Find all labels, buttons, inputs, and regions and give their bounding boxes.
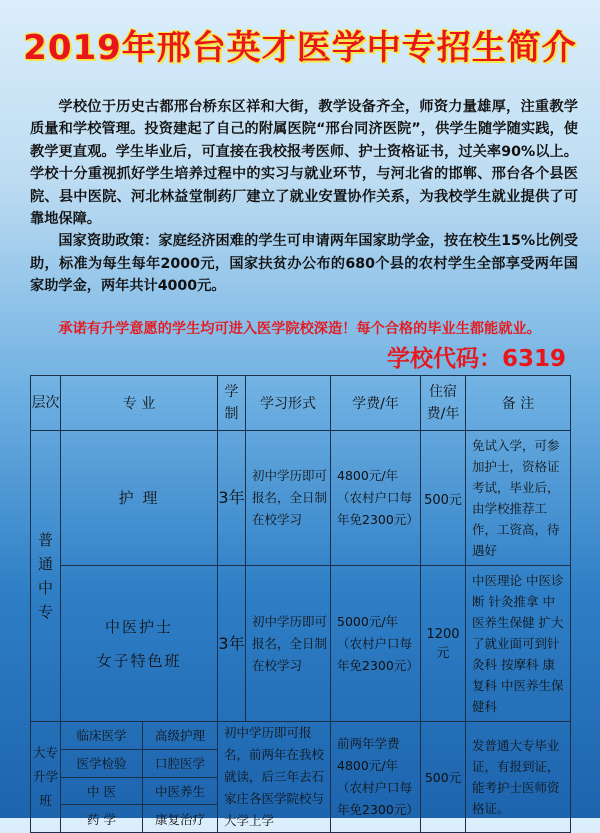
promise-text: 承诺有升学意愿的学生均可进入医学院校深造！每个合格的毕业生都能就业。 xyxy=(58,321,541,337)
tuition-nursing: 4800元/年（农村户口每年免2300元） xyxy=(331,431,421,566)
study-nursing: 初中学历即可报名，全日制在校学习 xyxy=(246,431,331,566)
major-tcm-health: 中医养生 xyxy=(143,777,218,805)
school-code: 学校代码：6319 xyxy=(386,346,566,372)
years-nursing: 3年 xyxy=(218,431,246,566)
header-tuition: 学费/年 xyxy=(331,376,421,431)
level-vocational: 普通中专 xyxy=(31,431,61,722)
tuition-tcm-nurse: 5000元/年（农村户口每年免2300元） xyxy=(331,566,421,722)
remark-tcm-nurse: 中医理论 中医诊断 针灸推拿 中医养生保健 扩大了就业面可到针灸科 按摩科 康复科 中医养生保健科 xyxy=(466,566,571,722)
major-rehab: 康复治疗 xyxy=(143,805,218,833)
header-major: 专 业 xyxy=(61,376,218,431)
major-lab: 医学检验 xyxy=(61,749,143,777)
major-clinical: 临床医学 xyxy=(61,722,143,750)
study-college: 初中学历即可报名，前两年在我校就读，后三年去石家庄各医学院校与大学上学 xyxy=(218,722,331,833)
table-row xyxy=(31,431,571,566)
major-tcm-nurse-line1: 中医护士 xyxy=(105,617,174,636)
years-tcm-nurse: 3年 xyxy=(218,566,246,722)
header-years: 学制 xyxy=(218,376,246,431)
header-study: 学习形式 xyxy=(246,376,331,431)
major-pharmacy: 药 学 xyxy=(61,805,143,833)
header-level: 层次 xyxy=(31,376,61,431)
remark-nursing: 免试入学，可参加护士，资格证考试，毕业后，由学校推荐工作，工资高，待遇好 xyxy=(466,431,571,566)
enrollment-table xyxy=(30,375,571,833)
dorm-nursing: 500元 xyxy=(421,431,466,566)
dorm-tcm-nurse: 1200元 xyxy=(421,566,466,722)
dorm-college: 500元 xyxy=(421,722,466,833)
intro-paragraph-school: 学校位于历史古都邢台桥东区祥和大街，教学设备齐全，师资力量雄厚，注重教学质量和学校管理。投资建起了自己的附属医院“邢台同济医院”，供学生随学随实践，使教学更直观。学生毕业后，可直接在我校报考医师、护士资格证书，过关率90%以上。学校十分重视抓好学生培养过程中的实习与就业环节，与河北省的邯郸、邢台各个县医院、县中医院、河北林益堂制药厂建立了就业安置协作关系，为我校学生就业提供了可靠地保障。 xyxy=(30,99,578,228)
major-nursing: 护 理 xyxy=(61,431,218,566)
table-row xyxy=(31,566,571,722)
page-title: 2019年邢台英才医学中专招生简介 xyxy=(23,28,577,68)
header-remark: 备 注 xyxy=(466,376,571,431)
study-tcm-nurse: 初中学历即可报名，全日制在校学习 xyxy=(246,566,331,722)
tuition-college: 前两年学费4800元/年（农村户口每年免2300元） xyxy=(331,722,421,833)
major-tcm-nurse xyxy=(61,566,218,722)
intro-text xyxy=(30,96,578,298)
major-dental: 口腔医学 xyxy=(143,749,218,777)
major-tcm-nurse-line2: 女子特色班 xyxy=(96,651,182,670)
level-college: 大专升学班 xyxy=(31,722,61,833)
remark-college: 发普通大专毕业证，有报到证，能考护士医师资格证。 xyxy=(466,722,571,833)
table-header-row xyxy=(31,376,571,431)
header-dorm: 住宿费/年 xyxy=(421,376,466,431)
major-tcm: 中 医 xyxy=(61,777,143,805)
table-row xyxy=(31,722,571,750)
intro-paragraph-aid: 国家资助政策：家庭经济困难的学生可申请两年国家助学金，按在校生15%比例受助，标准为每生每年2000元，国家扶贫办公布的680个县的农村学生全部享受两年国家助学金，两年共计4000元。 xyxy=(30,233,578,295)
major-advanced-nursing: 高级护理 xyxy=(143,722,218,750)
